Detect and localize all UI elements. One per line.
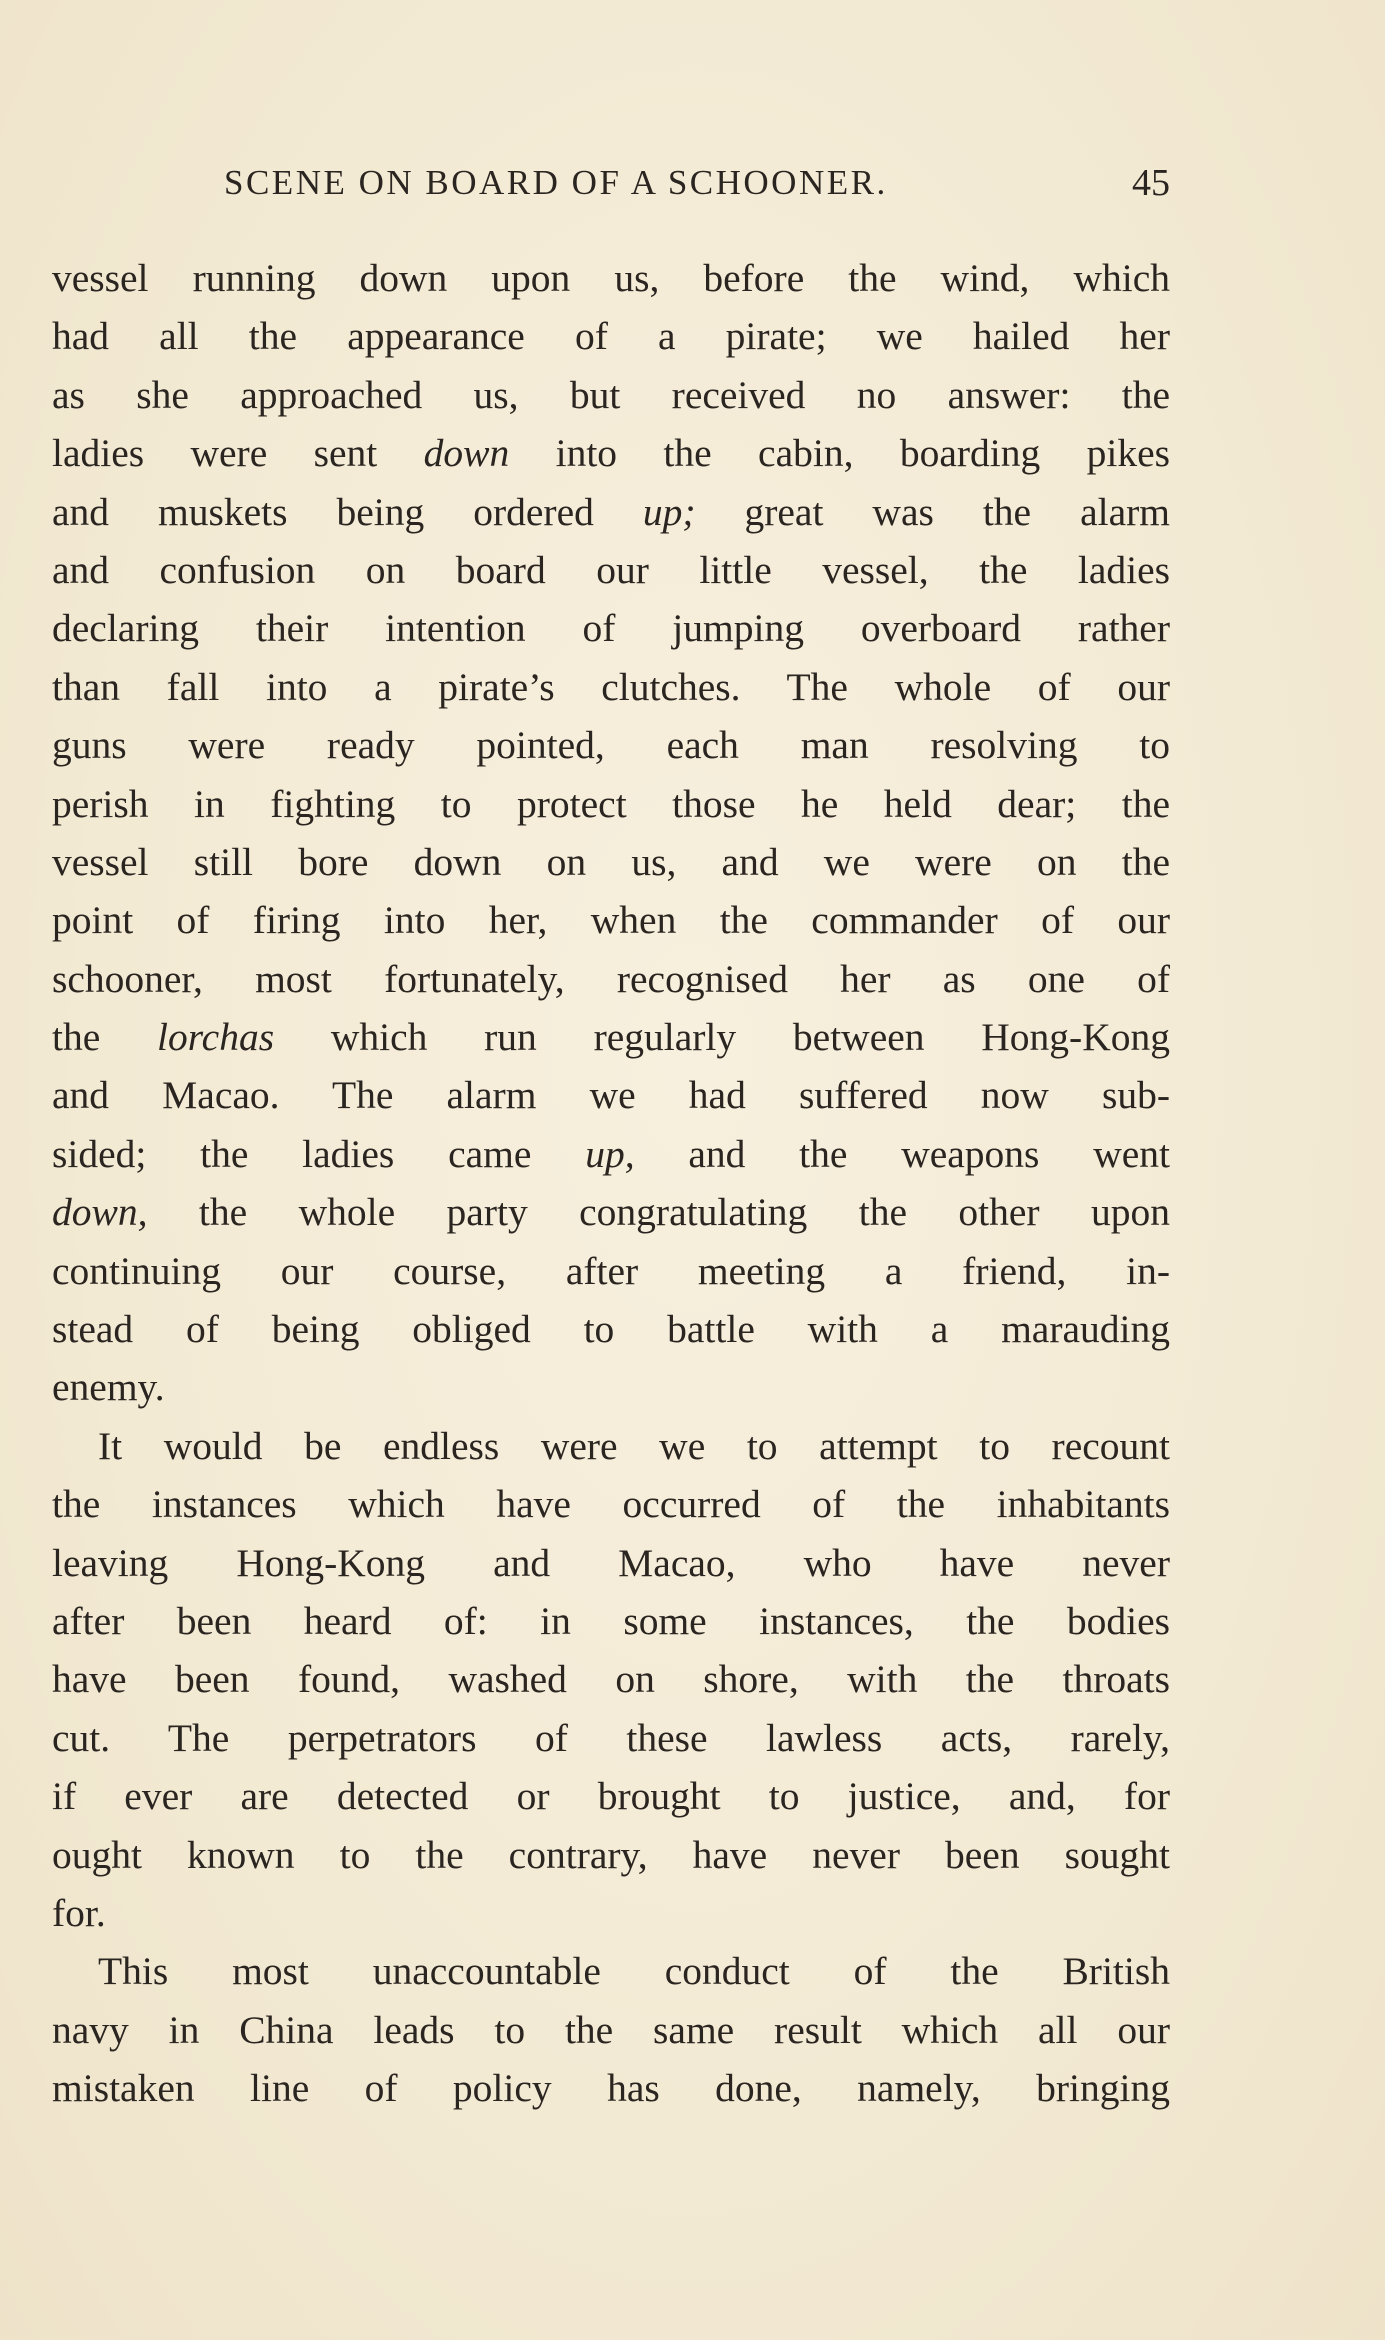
text-line: schooner, most fortunately, recognised her as one of bbox=[52, 956, 1170, 1001]
text-line: down, the whole party congratulating the other upon bbox=[52, 1190, 1170, 1235]
text-line: vessel running down upon us, before the wind, which bbox=[52, 256, 1170, 300]
text-line: had all the appearance of a pirate; we hailed her bbox=[52, 314, 1170, 359]
text-line: vessel still bore down on us, and we were on the bbox=[52, 839, 1170, 884]
text-line: sided; the ladies came up, and the weapons went bbox=[52, 1131, 1170, 1176]
text-line: declaring their intention of jumping overboard rather bbox=[52, 606, 1170, 651]
text-line: It would be endless were we to attempt to recount bbox=[98, 1423, 1170, 1468]
italic-word: up, bbox=[585, 1131, 635, 1176]
text-line: leaving Hong-Kong and Macao, who have never bbox=[52, 1540, 1170, 1585]
page-number: 45 bbox=[1132, 162, 1170, 204]
text-line: the instances which have occurred of the inhabitants bbox=[52, 1482, 1170, 1527]
text-line: navy in China leads to the same result which all our bbox=[52, 2007, 1170, 2052]
text-line: and Macao. The alarm we had suffered now sub- bbox=[52, 1073, 1170, 1118]
page-header bbox=[52, 158, 1170, 208]
italic-word: lorchas bbox=[157, 1015, 275, 1060]
text-line: the lorchas which run regularly between Hong-Kong bbox=[52, 1015, 1170, 1060]
italic-word: up; bbox=[642, 489, 696, 534]
text-line: have been found, washed on shore, with the throats bbox=[52, 1657, 1170, 1702]
text-line: mistaken line of policy has done, namely, bringing bbox=[52, 2066, 1170, 2111]
text-line: than fall into a pirate’s clutches. The whole of our bbox=[52, 664, 1170, 709]
text-line: enemy. bbox=[52, 1365, 165, 1410]
body-text bbox=[52, 249, 1170, 2118]
text-line: continuing our course, after meeting a friend, in- bbox=[52, 1248, 1170, 1293]
text-line: ladies were sent down into the cabin, boarding pikes bbox=[52, 431, 1170, 476]
text-line: perish in fighting to protect those he held dear; the bbox=[52, 781, 1170, 826]
text-line: after been heard of: in some instances, the bodies bbox=[52, 1598, 1170, 1643]
text-line: ought known to the contrary, have never been sought bbox=[52, 1832, 1170, 1877]
text-line: stead of being obliged to battle with a marauding bbox=[52, 1307, 1170, 1352]
text-line: as she approached us, but received no answer: the bbox=[52, 372, 1170, 417]
text-line: and confusion on board our little vessel, the ladies bbox=[52, 547, 1170, 592]
text-line: if ever are detected or brought to justice, and, for bbox=[52, 1774, 1170, 1819]
text-line: point of firing into her, when the commander of our bbox=[52, 898, 1170, 943]
text-line: for. bbox=[52, 1890, 106, 1935]
text-line: cut. The perpetrators of these lawless acts, rarely, bbox=[52, 1715, 1170, 1760]
text-line: and muskets being ordered up; great was the alarm bbox=[52, 489, 1170, 534]
italic-word: down, bbox=[52, 1190, 148, 1235]
italic-word: down bbox=[423, 431, 510, 476]
running-head: SCENE ON BOARD OF A SCHOONER. bbox=[224, 163, 888, 202]
text-line: guns were ready pointed, each man resolving to bbox=[52, 723, 1170, 768]
text-line: This most unaccountable conduct of the British bbox=[98, 1949, 1170, 1994]
